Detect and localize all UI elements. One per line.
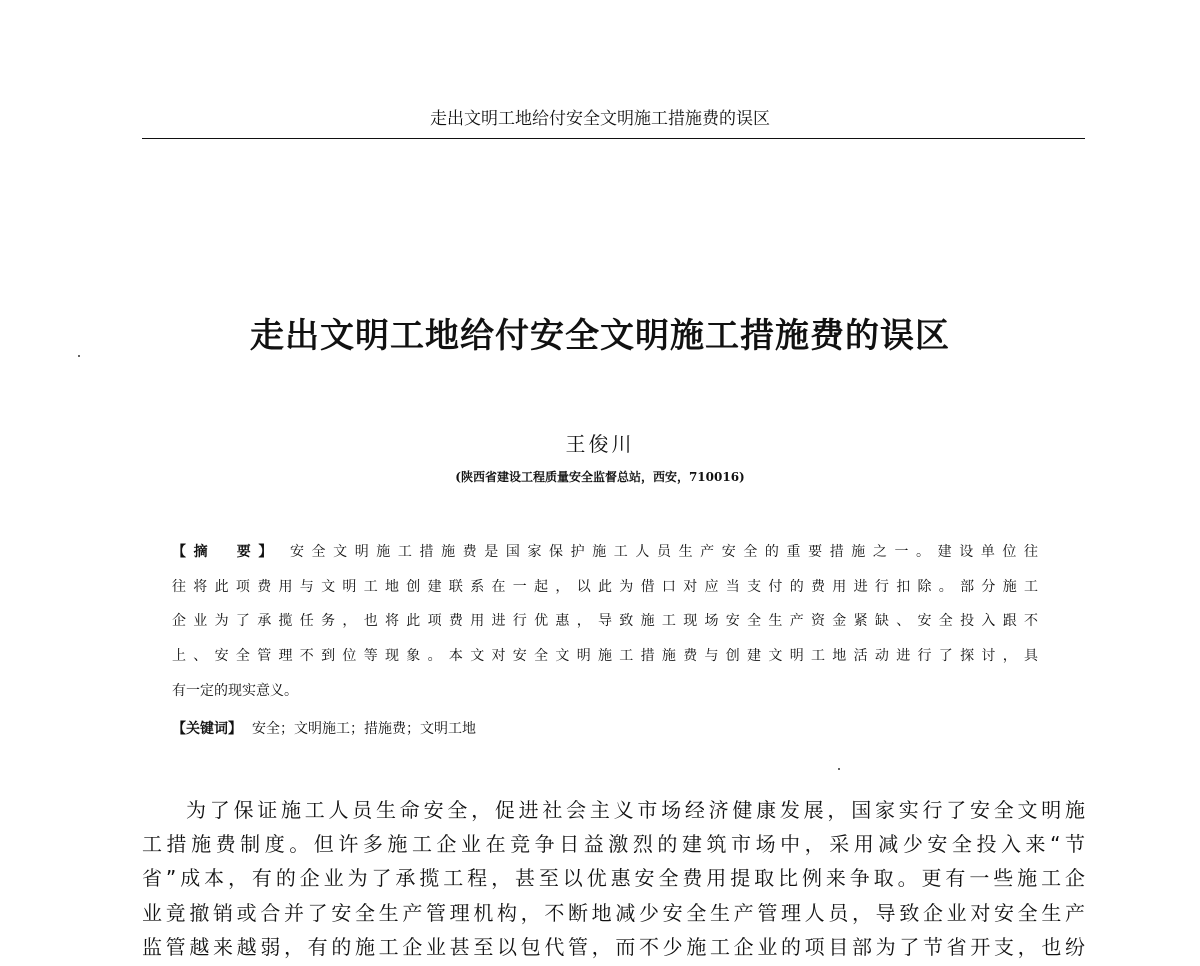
body-line: 监管越来越弱，有的施工企业甚至以包代管，而不少施工企业的项目部为了节省开支，也纷 — [142, 934, 1085, 959]
body-line: 省”成本，有的企业为了承揽工程，甚至以优惠安全费用提取比例来争取。更有一些施工企 — [142, 866, 1085, 891]
abstract-label: 【摘 要】 — [172, 544, 280, 560]
running-header: 走出文明工地给付安全文明施工措施费的误区 — [430, 109, 770, 129]
abstract-line: 有一定的现实意义。 — [172, 682, 298, 699]
scan-speck — [838, 768, 840, 770]
body-line: 业竟撤销或合并了安全生产管理机构，不断地减少安全生产管理人员，导致企业对安全生产 — [142, 900, 1085, 925]
body-line: 工措施费制度。但许多施工企业在竞争日益激烈的建筑市场中，采用减少安全投入来“节 — [142, 832, 1085, 857]
abstract — [172, 540, 1038, 713]
author: 王俊川 — [565, 432, 635, 456]
abstract-text: 安全文明施工措施费是国家保护施工人员生产安全的重要措施之一。建设单位往 — [289, 544, 1039, 560]
body-text — [142, 795, 1085, 966]
abstract-line: 企业为了承揽任务，也将此项费用进行优惠，导致施工现场安全生产资金紧缺、安全投入跟不 — [172, 613, 1038, 630]
keywords-label: 【关键词】 — [172, 721, 242, 737]
abstract-line — [172, 540, 1038, 575]
abstract-line: 往将此项费用与文明工地创建联系在一起，以此为借口对应当支付的费用进行扣除。部分施工 — [172, 578, 1038, 595]
abstract-line: 上、安全管理不到位等现象。本文对安全文明施工措施费与创建文明工地活动进行了探讨，具 — [172, 648, 1038, 665]
paper-title: 走出文明工地给付安全文明施工措施费的误区 — [250, 316, 950, 356]
keywords-text: 安全；文明施工；措施费；文明工地 — [252, 721, 476, 737]
scan-speck — [78, 355, 80, 357]
header-rule — [142, 138, 1085, 139]
keywords — [172, 718, 476, 738]
affiliation: (陕西省建设工程质量安全监督总站，西安，710016) — [455, 470, 745, 484]
body-line: 为了保证施工人员生命安全，促进社会主义市场经济健康发展，国家实行了安全文明施 — [186, 798, 1085, 822]
